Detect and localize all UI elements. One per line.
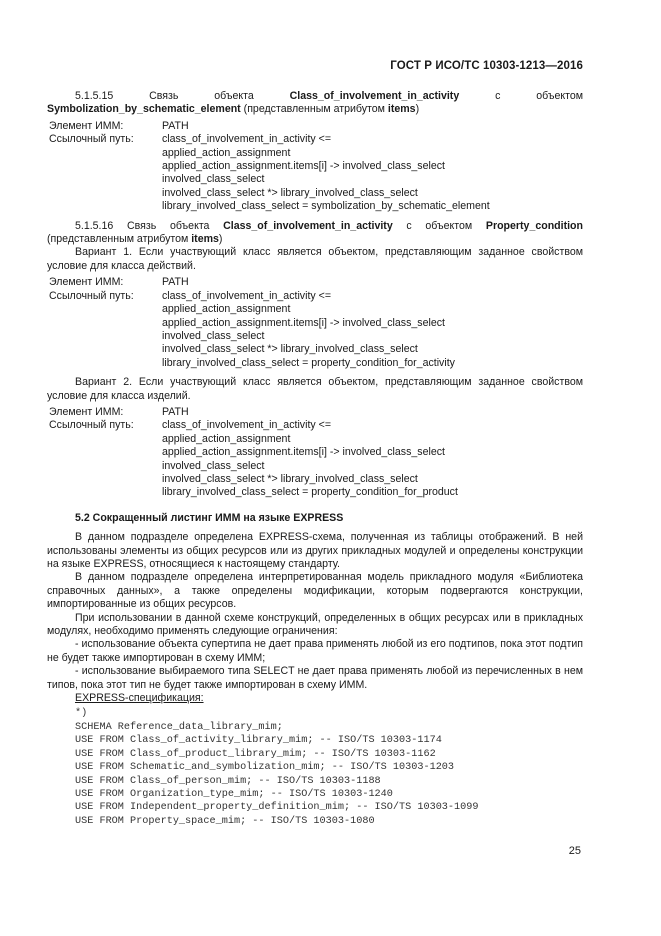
list-item: - использование выбираемого типа SELECT не дает права применять любой из перечисленных в нем типов, пока этот тип не будет также импортирован в схему ИММ.	[47, 665, 583, 691]
path-label: Ссылочный путь:	[49, 419, 134, 432]
code-line: *)	[75, 708, 88, 720]
variant-1-text: Вариант 1. Если участвующий класс является объектом, представляющим заданное свойством условие для класса действий.	[47, 246, 583, 272]
clause-5-1-5-15-heading: 5.1.5.15 Связь объекта Class_of_involvement_in_activity с объектом Symbolization_by_schematic_element (представленным атрибутом items)	[47, 90, 584, 116]
reference-path: class_of_involvement_in_activity <= applied_action_assignment applied_action_assignment.items[i] -> involved_class_select involved_class_select involved_class_select *> library_involved_class_select library_involved_class_select = property_condition_for_product	[162, 419, 458, 499]
mapping-block-1516-v2	[47, 406, 583, 500]
reference-path: class_of_involvement_in_activity <= applied_action_assignment applied_action_assignment.items[i] -> involved_class_select involved_class_select involved_class_select *> library_involved_class_select library_involved_class_select = symbolization_by_schematic_element	[162, 133, 490, 213]
code-line: USE FROM Schematic_and_symbolization_mim; -- ISO/TS 10303-1203	[75, 762, 455, 774]
express-listing	[75, 707, 583, 828]
code-line: USE FROM Class_of_product_library_mim; -- ISO/TS 10303-1162	[75, 748, 436, 760]
paragraph: При использовании в данной схеме конструкций, определенных в общих ресурсах или в прикладных модулях, необходимо применять следующие ограничения:	[47, 611, 583, 638]
clause-number: 5.1.5.15	[75, 90, 114, 102]
code-line: USE FROM Organization_type_mim; -- ISO/TS 10303-1240	[75, 788, 393, 800]
element-value: PATH	[162, 276, 189, 289]
code-line: USE FROM Independent_property_definition_mim; -- ISO/TS 10303-1099	[75, 802, 479, 814]
list-item: - использование объекта супертипа не дает права применять любой из его подтипов, пока этот подтип не будет также импортирован в схему ИММ;	[47, 638, 583, 664]
mapping-block-1515	[47, 120, 583, 214]
clause-number: 5.1.5.16	[75, 219, 114, 232]
express-spec-label: EXPRESS-спецификация:	[75, 692, 204, 705]
variant-2-text: Вариант 2. Если участвующий класс является объектом, представляющим заданное свойством условие для класса изделий.	[47, 376, 583, 402]
path-label: Ссылочный путь:	[49, 133, 134, 146]
standard-header: ГОСТ Р ИСО/ТС 10303-1213—2016	[390, 60, 583, 72]
element-label: Элемент ИММ:	[49, 119, 124, 132]
document-body	[47, 90, 583, 828]
element-value: PATH	[162, 405, 189, 418]
clause-5-1-5-16-heading: 5.1.5.16 Связь объекта Class_of_involvement_in_activity с объектом Property_condition (представленным атрибутом items)	[47, 219, 583, 246]
code-line: USE FROM Property_space_mim; -- ISO/TS 10303-1080	[75, 815, 375, 827]
element-label: Элемент ИММ:	[49, 405, 124, 418]
paragraph: В данном подразделе определена интерпретированная модель прикладного модуля «Библиотека справочных данных», а также определены модификации, которым подвергаются конструкции, импортированные из общих ресурсов.	[47, 571, 583, 611]
path-label: Ссылочный путь:	[49, 289, 134, 302]
page-number: 25	[568, 845, 581, 857]
code-line: USE FROM Class_of_person_mim; -- ISO/TS 10303-1188	[75, 775, 381, 787]
paragraph: В данном подразделе определена EXPRESS-схема, полученная из таблицы отображений. В ней использованы элементы из общих ресурсов или из других прикладных модулей и определены конструкции на языке EXPRESS, относящиеся к настоящему стандарту.	[47, 531, 583, 570]
element-label: Элемент ИММ:	[49, 276, 124, 289]
element-value: PATH	[162, 119, 189, 132]
code-line: USE FROM Class_of_activity_library_mim; -- ISO/TS 10303-1174	[75, 735, 442, 747]
code-line: SCHEMA Reference_data_library_mim;	[75, 721, 283, 733]
section-5-2-title: 5.2 Сокращенный листинг ИММ на языке EXPRESS	[75, 511, 344, 524]
reference-path: class_of_involvement_in_activity <= applied_action_assignment applied_action_assignment.items[i] -> involved_class_select involved_class_select involved_class_select *> library_involved_class_select library_involved_class_select = property_condition_for_activity	[162, 289, 455, 369]
mapping-block-1516-v1	[47, 276, 583, 370]
